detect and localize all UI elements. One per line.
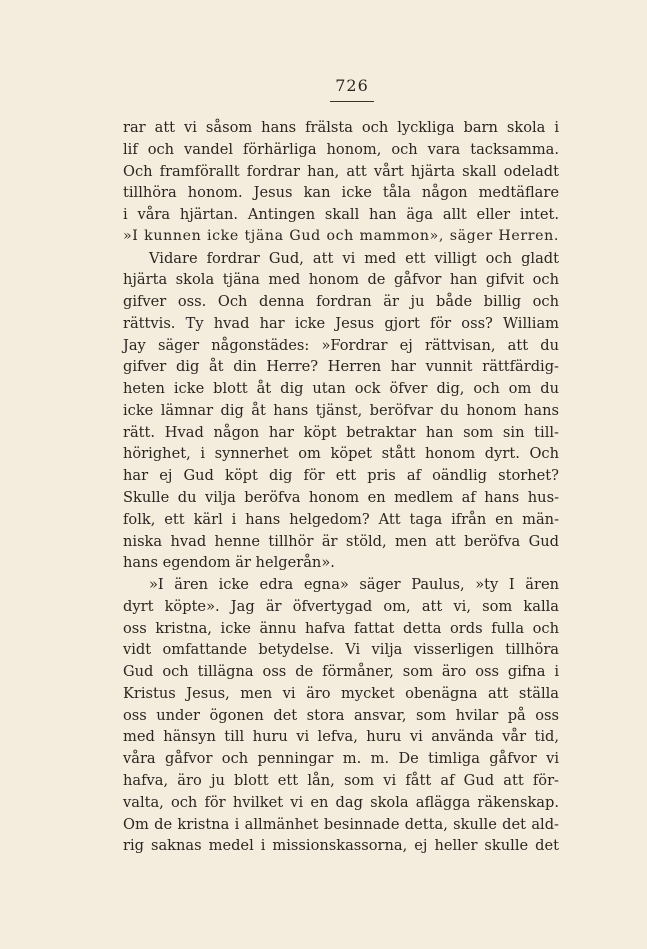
text-line: hans egendom är helgerån».: [123, 554, 335, 572]
text-line: heten icke blott åt dig utan ock öfver dig, och om du: [123, 380, 559, 398]
text-line: hörighet, i synnerhet om köpet stått honom dyrt. Och: [123, 445, 559, 463]
text-line: gifver dig åt din Herre? Herren har vunnit rättfärdig-: [123, 358, 559, 376]
text-line: rar att vi såsom hans frälsta och lyckliga barn skola i: [123, 119, 559, 136]
text-line: rätt. Hvad någon har köpt betraktar han som sin till-: [123, 423, 559, 441]
text-line: hjärta skola tjäna med honom de gåfvor han gifvit och: [123, 271, 559, 289]
text-line: vidt omfattande betydelse. Vi vilja visserligen tillhöra: [123, 641, 559, 659]
text-line: »I kunnen icke tjäna Gud och mammon», säger Herren.: [123, 227, 559, 244]
text-line: »I ären icke edra egna» säger Paulus, »ty I ären: [149, 576, 559, 594]
text-line: oss under ögonen det stora ansvar, som hvilar på oss: [123, 706, 559, 724]
text-line: Och framförallt fordrar han, att vårt hjärta skall odeladt: [123, 162, 559, 180]
text-line: lif och vandel förhärliga honom, och vara tacksamma.: [123, 140, 559, 158]
text-line: Skulle du vilja beröfva honom en medlem af hans hus-: [123, 489, 559, 507]
text-line: har ej Gud köpt dig för ett pris af oändlig storhet?: [123, 467, 559, 485]
body-text: [123, 117, 559, 857]
text-line: tillhöra honom. Jesus kan icke tåla någon medtäflare: [123, 184, 559, 202]
text-line: oss kristna, icke ännu hafva fattat detta ords fulla och: [123, 619, 559, 637]
text-line: Om de kristna i allmänhet besinnade detta, skulle det ald-: [123, 815, 559, 833]
page-number-rule: [330, 101, 374, 102]
text-line: icke lämnar dig åt hans tjänst, beröfvar du honom hans: [123, 401, 559, 419]
text-line: Gud och tillägna oss de förmåner, som äro oss gifna i: [123, 663, 559, 681]
text-line: folk, ett kärl i hans helgedom? Att taga ifrån en män-: [123, 510, 559, 528]
text-line: valta, och för hvilket vi en dag skola aflägga räkenskap.: [123, 793, 559, 811]
text-line: Jay säger någonstädes: »Fordrar ej rättvisan, att du: [123, 336, 559, 354]
text-line: dyrt köpte». Jag är öfvertygad om, att vi, som kalla: [123, 597, 559, 615]
text-line: niska hvad henne tillhör är stöld, men att beröfva Gud: [123, 532, 559, 550]
text-line: gifver oss. Och denna fordran är ju både billig och: [123, 293, 559, 311]
text-line: våra gåfvor och penningar m. m. De timliga gåfvor vi: [123, 750, 559, 768]
text-line: hafva, äro ju blott ett lån, som vi fått af Gud att för-: [123, 771, 559, 789]
text-line: rig saknas medel i missionskassorna, ej heller skulle det: [123, 837, 559, 855]
text-line: Vidare fordrar Gud, att vi med ett villigt och gladt: [149, 249, 559, 267]
text-line: rättvis. Ty hvad har icke Jesus gjort för oss? William: [123, 314, 559, 332]
page-number: 726: [335, 76, 369, 95]
text-line: Kristus Jesus, men vi äro mycket obenägna att ställa: [123, 684, 559, 702]
text-line: i våra hjärtan. Antingen skall han äga allt eller intet.: [123, 206, 559, 224]
text-line: med hänsyn till huru vi lefva, huru vi använda vår tid,: [123, 728, 559, 746]
